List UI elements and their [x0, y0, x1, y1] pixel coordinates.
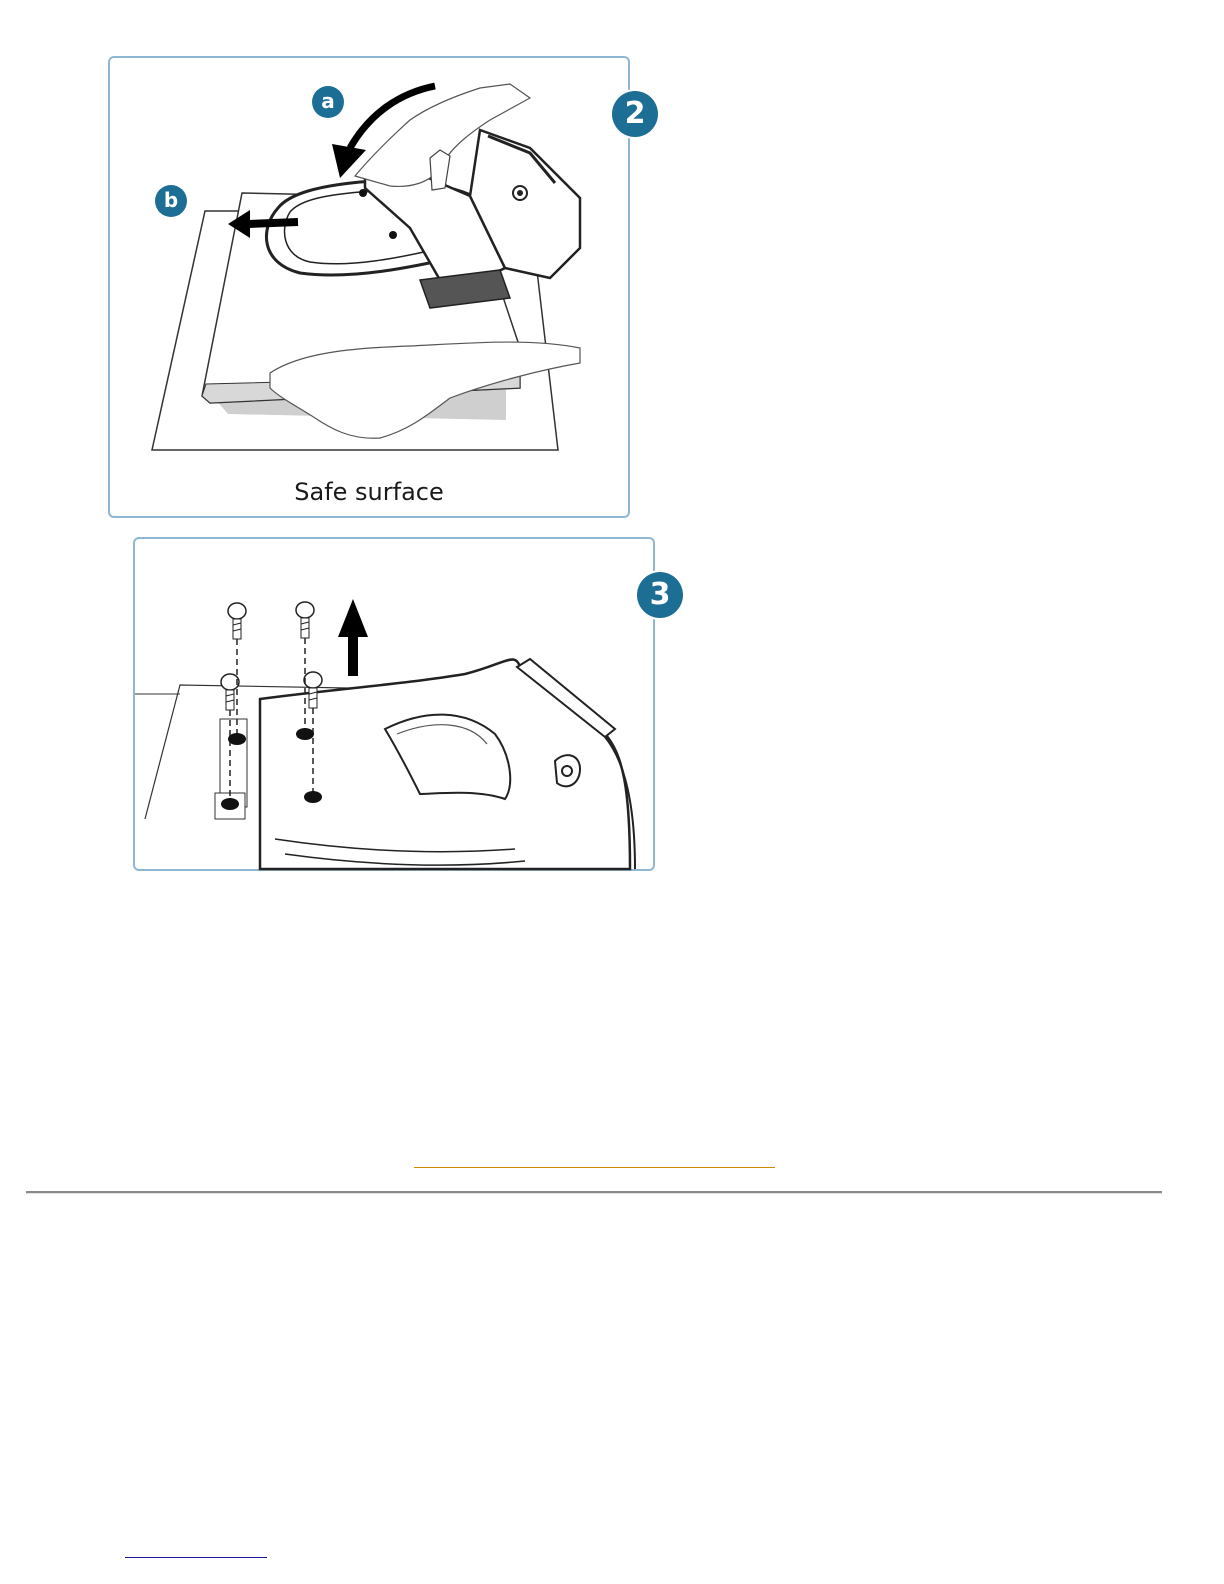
side-hole-center — [562, 766, 572, 776]
figure-step-3 — [133, 537, 655, 871]
base-hole-1 — [359, 189, 367, 197]
horizontal-rule — [26, 1191, 1162, 1194]
step-2-badge: 2 — [612, 91, 658, 137]
screw-1-lifted — [228, 603, 246, 639]
remove-base-illustration — [110, 58, 632, 520]
sub-step-b-badge: b — [155, 185, 187, 217]
link-underline[interactable] — [414, 1167, 775, 1168]
screw-2-lifted — [296, 602, 314, 638]
bottom-link-underline[interactable] — [125, 1557, 267, 1558]
screw-hole-4 — [304, 791, 322, 803]
safe-surface-caption: Safe surface — [294, 478, 444, 506]
sub-step-a-badge: a — [312, 86, 344, 118]
screw-hole-3 — [221, 798, 239, 810]
screw-hole-2 — [296, 728, 314, 740]
unscrew-base-illustration — [135, 539, 657, 873]
figure-step-2 — [108, 56, 630, 518]
base-hole-2 — [389, 231, 397, 239]
up-arrow-shaft — [348, 634, 358, 676]
arrow-b-shaft — [248, 222, 298, 224]
hinge-screw-center — [517, 190, 523, 196]
hand-thumb — [430, 150, 450, 190]
screw-hole-1 — [228, 733, 246, 745]
up-arrow-head — [338, 599, 368, 637]
step-3-badge: 3 — [637, 572, 683, 618]
